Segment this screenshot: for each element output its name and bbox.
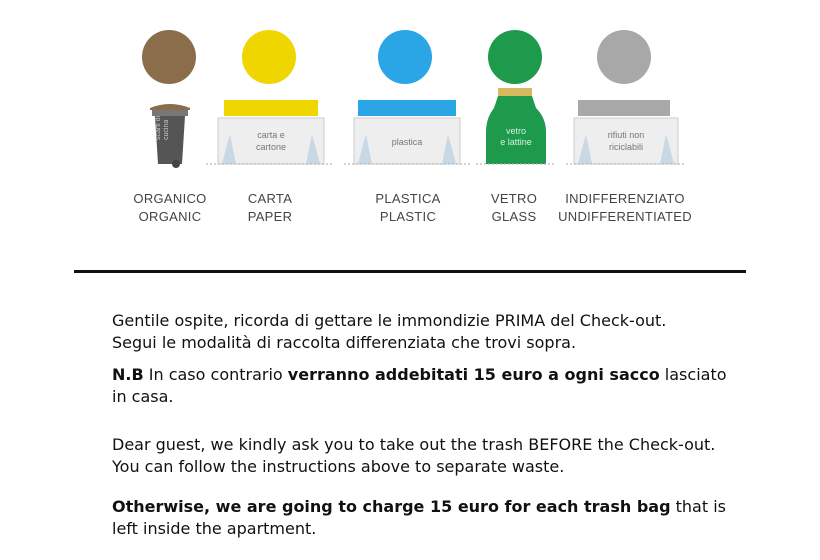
- english-intro: [112, 434, 752, 478]
- glass-label-en: GLASS: [491, 209, 537, 224]
- plastic-bin-icon: [344, 100, 470, 170]
- undifferentiated-label-en: UNDIFFERENTIATED: [558, 209, 692, 224]
- organic-bin-icon: [140, 100, 200, 170]
- organic-color-dot: [142, 30, 196, 84]
- paper-bin-text-1: carta e: [257, 130, 285, 140]
- plastic-bin-text: plastica: [391, 137, 423, 147]
- paper-label-it: CARTA: [247, 191, 293, 206]
- nb-text-1: In caso contrario: [143, 365, 288, 384]
- divider: [74, 270, 746, 273]
- english-line-1: Dear guest, we kindly ask you to take out the trash BEFORE the Check-out.: [112, 435, 716, 454]
- plastic-color-dot: [378, 30, 432, 84]
- organic-bin-text-2: cucina: [163, 119, 170, 140]
- organic-bin-text-1: scarti di: [155, 115, 162, 140]
- glass-color-dot: [488, 30, 542, 84]
- plastic-label-it: PLASTICA: [375, 191, 441, 206]
- nb-text-2: lasciato: [659, 365, 727, 384]
- warn-bold: Otherwise, we are going to charge 15 euro for each trash bag: [112, 497, 671, 516]
- english-line-2: You can follow the instructions above to separate waste.: [112, 457, 565, 476]
- italian-note: [112, 364, 752, 408]
- undifferentiated-bin-icon: [566, 100, 692, 170]
- paper-label-en: PAPER: [247, 209, 293, 224]
- paper-bin-text-2: cartone: [255, 142, 287, 152]
- glass-label-it: VETRO: [490, 191, 538, 206]
- nb-bold: verranno addebitati 15 euro a ogni sacco: [287, 365, 660, 384]
- warn-text: that is: [670, 497, 726, 516]
- paper-color-dot: [242, 30, 296, 84]
- nb-prefix: N.B: [112, 365, 144, 384]
- plastic-label-en: PLASTIC: [379, 209, 437, 224]
- glass-bin-text-2: e lattine: [500, 137, 532, 147]
- paper-bin-icon: [206, 100, 332, 170]
- undifferentiated-label: [545, 190, 705, 226]
- undifferentiated-bin-text-2: riciclabili: [608, 142, 644, 152]
- undifferentiated-bin-text-1: rifiuti non: [607, 130, 645, 140]
- undifferentiated-label-it: INDIFFERENZIATO: [565, 191, 685, 206]
- italian-intro: [112, 310, 752, 354]
- nb-line-2: in casa.: [112, 387, 174, 406]
- italian-line-2: Segui le modalità di raccolta differenziata che trovi sopra.: [112, 333, 577, 352]
- undifferentiated-color-dot: [597, 30, 651, 84]
- paper-label: [190, 190, 350, 226]
- italian-line-1: Gentile ospite, ricorda di gettare le immondizie PRIMA del Check-out.: [112, 311, 667, 330]
- glass-bin-text-1: vetro: [505, 126, 527, 136]
- glass-bin-icon: [476, 88, 556, 168]
- organic-label-it: ORGANICO: [133, 191, 207, 206]
- english-warning: [112, 496, 752, 540]
- warn-line-2: left inside the apartment.: [112, 519, 317, 538]
- organic-label-en: ORGANIC: [138, 209, 202, 224]
